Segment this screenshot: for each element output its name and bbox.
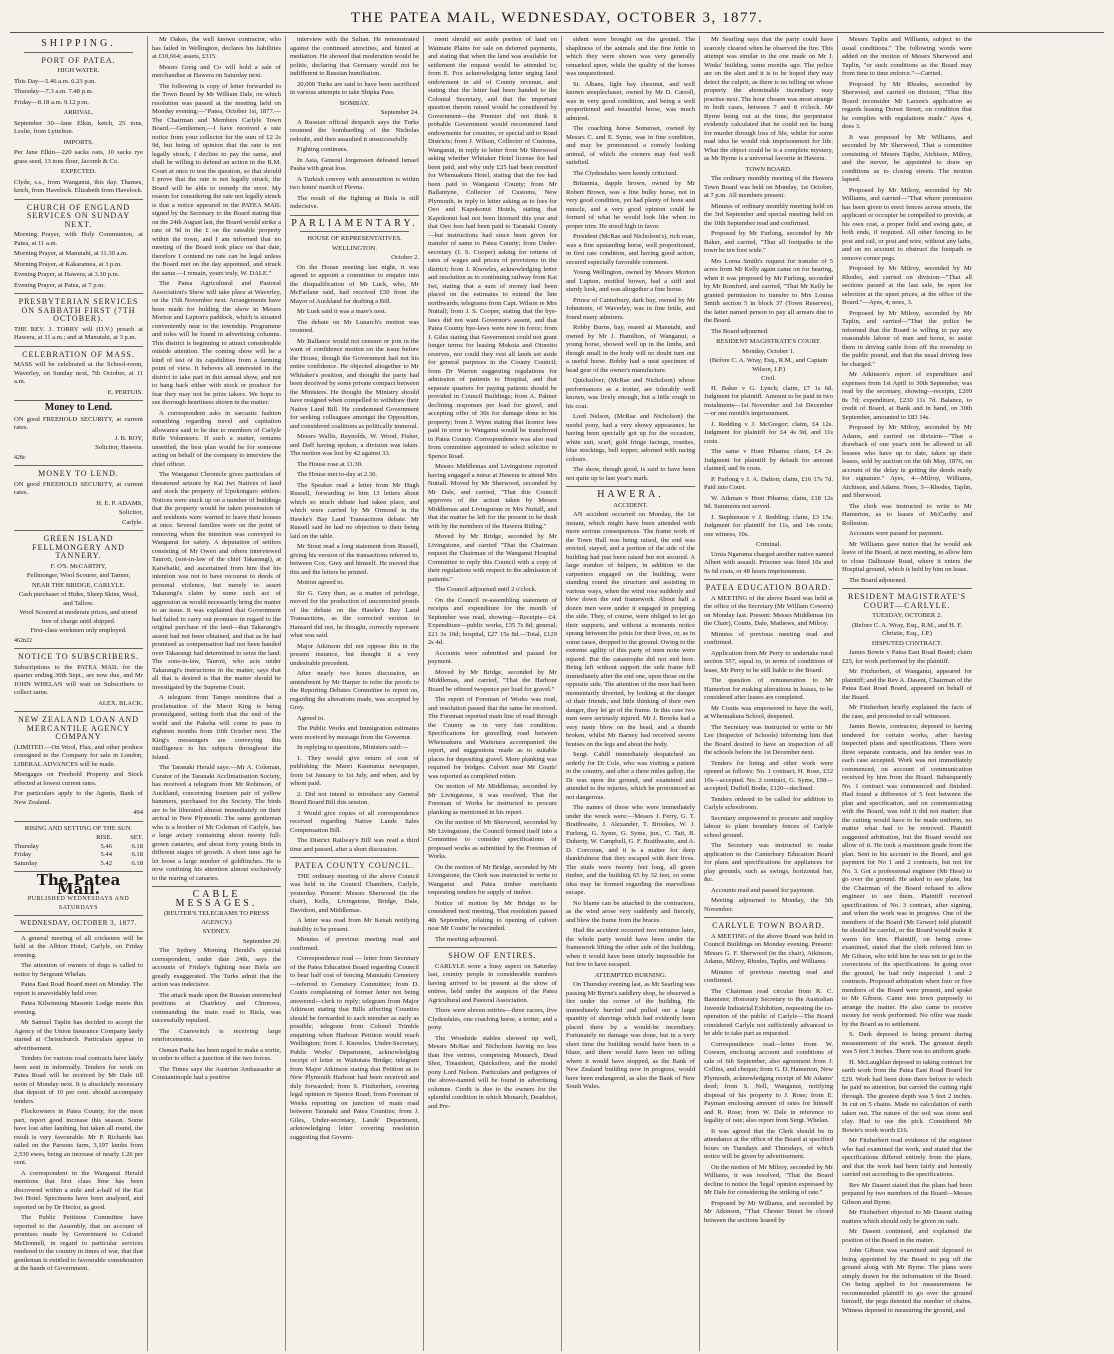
cable-news-cont	[290, 36, 419, 98]
bombay-heading: BOMBAY.	[339, 99, 370, 107]
news-paragraph: A correspondent in the Wanganui Herald mentions that first class lime has been discovered within a mile and a-half of the Kai Iwi Hotel. Specimens have been analysed, and reported on by Dr Hector, as good.	[14, 1169, 143, 1211]
high-water-line: This Day—5.46 a.m. 6.23 p.m.	[14, 77, 97, 85]
news-paragraph: Proposed by Mr Milroy, seconded by Mr Adams, and carried on division—"That a drawback of one year's rent be allowed to all lessees who have up to date, taken up their leases, sold by auction on the 6th May, 1876, on account of the delay in getting the deeds ready for signature." Ayes, 4—Milroy, Williams, Atchison, and Adams. Noes, 3—Rhodes, Taplin, and Sherwood.	[842, 424, 972, 499]
news-paragraph: In Asia, General Jorgenssen defeated Ismael Pasha with great loss.	[290, 156, 419, 172]
divider	[566, 486, 695, 487]
advert-ref: 494	[133, 809, 143, 816]
news-paragraph: A MEETING of the above Board was held in Council Buildings on Monday evening. Present: Messrs G. F. Sherwood (in the chair), Atkinson, Adams, Milroy, Rhodes, Taplin, and Williams.	[704, 932, 833, 965]
sydney-date: September 29.	[242, 937, 281, 945]
local-news-cont	[152, 36, 281, 883]
sun-table-cell: 6.18	[131, 859, 143, 867]
bombay-date: September 24.	[380, 109, 419, 116]
news-paragraph: P. Furlong v J. A. Dalton; claim, £16 17s 7d. Paid into Court.	[704, 475, 833, 491]
news-paragraph: Motion agreed to.	[297, 579, 345, 586]
mass-signature: E. PERTUIS.	[107, 388, 143, 396]
town-board-news	[704, 175, 833, 336]
divider	[14, 915, 143, 916]
news-paragraph: 20,000 Turks are said to have been sacrificed in various attempts to take Shipka Pass.	[290, 80, 419, 96]
news-paragraph: The Wanganui Chronicle gives particulars of threatened seizure by Kai Iwi Natives of land and stock the property of Upokongaro settlers. Notices were stuck up on a number of buildings that the property would be taken possession of and residents were warned to leave their houses at once. Several families were on the point of removing when the intention was conveyed to Wanganui for safety. A deputation of settlers consisting of Mr Owen and others interviewed Tauroti, (son-in-law of the chief Takarangi), at Kaiwhaiki, and ascertained from him that his intention was not to have recourse to deeds of personal violence, but merely to assert Takarangi's claim by some such act of aggression as would necessarily bring the matter to an issue. It was explained that Government had failed to carry out promises in regard to the original purchase of the land—that Takarangi's assent had not been obtained, and that as he had promised as compensation had not been handed over Takarangi had determined to seize the land. The sons-in-law, Tauroti, who acts under Takarangi's instructions in the matter, says that all that is desired is that the matter should be investigated by the Supreme Court.	[152, 471, 281, 691]
money-to-lend-signature-2: Solicitor,	[118, 509, 143, 516]
news-paragraph: 3 Would give copies of all correspondence received regarding Native Lands Sales Compensation Bill.	[290, 809, 419, 834]
shipping-heading: SHIPPING.	[41, 38, 116, 49]
accident-heading: ACCIDENT.	[613, 501, 648, 509]
news-paragraph: Accounts read and passed for payment.	[711, 886, 815, 894]
advert-ref: 428c	[14, 454, 26, 461]
divider	[14, 530, 143, 531]
news-paragraph: Mr Dasent continued, and explained the position of the Board in the matter.	[842, 1228, 972, 1244]
money-to-lend-text: ON good FREEHOLD SECURITY, at current rates.	[14, 415, 143, 431]
bombay-news	[290, 119, 419, 212]
mass-text: MASS will be celebrated at the School-room, Waverley, on Sunday next, 7th October, at 11 a.m.	[14, 361, 143, 385]
paper-date: WEDNESDAY, OCTOBER 3, 1877.	[20, 919, 137, 927]
news-paragraph: The Clydesdales were keenly criticised.	[573, 169, 678, 177]
news-paragraph: Accounts were passed for payment.	[849, 530, 943, 537]
news-paragraph: On the Council re-assembling statement of receipts and expenditure for the month of September was read, showing:—Receipts—£4. Expenditure—public works, £35 7s 8d; general, £21 3s 10d; hospital, £27 15s 8d.—Total, £129 2s 4d.	[428, 596, 557, 646]
news-paragraph: Mr Coutts was empowered to have the well, at Whenuakura School, deepened.	[704, 704, 833, 720]
news-paragraph: Minutes of ordinary monthly meeting held on the 3rd September and special meeting held on the 10th September read and confirmed.	[704, 202, 833, 227]
news-paragraph: Mr Stout read a long statement from Russell, giving his version of the transactions referred to, between Cox, Grey and himself. He moved that this and the letters be printed.	[290, 543, 419, 576]
sun-table-row	[14, 851, 143, 860]
burning-news-cont	[704, 36, 833, 164]
paper-subtitle: PUBLISHED WEDNESDAYS AND SATURDAYS	[27, 896, 130, 911]
news-paragraph: Had the accident occurred two minutes later, the whole party would have been under the framework lifting the other side of the building, when it would have been utterly impossible for but few to have escaped.	[566, 927, 695, 968]
news-paragraph: The Speaker read a letter from Mr Hugh Russell, forwarding to him 13 letters about which so much debate had taken place, and which were carried by Mr Ormond in the Hawke's Bay Land Transactions debate. Mr Russell said he had no objection to their being laid on the table.	[290, 481, 419, 540]
rm-court-carlyle-before: (Before C. A. Wray, Esq., R.M., and H. F. Christie, Esq., J.P.)	[851, 621, 962, 637]
news-paragraph: Proposed by Mr Milroy, seconded by Mr Taplin, and carried—"That the police be informed that the Board is willing to pay any reasonable labour of man and horse, to assist them in driving cattle from off the township to the public pound, and that the usual driving fees be charged."	[842, 309, 972, 368]
divider	[14, 931, 143, 932]
sun-heading: RISING AND SETTING OF THE SUN.	[24, 824, 133, 832]
news-paragraph: Robby Burns, bay, reared at Manutahi, and owned by Mr J. Hamilton, of Wanganui, a young horse, showed well up in the limbs, and though small in the body will no doubt turn out a useful horse. Bobby had a neat specimen of head gear of the owner's manufacture.	[566, 324, 695, 374]
news-paragraph: Accounts were submitted and passed for payment.	[428, 649, 557, 665]
county-council-cont	[428, 36, 557, 944]
news-paragraph: The House rose at 11.30.	[297, 460, 363, 468]
news-paragraph: Osman Pasha has been urged to make a sortie, in order to effect a junction of the two forces.	[152, 1046, 282, 1062]
show-of-entires-heading: SHOW OF ENTIRES.	[448, 951, 537, 960]
news-paragraph: Rev Mr Dasent stated that the plans had been prepared by two members of the Board—Messrs Gibson and Byrne.	[842, 1181, 972, 1206]
news-paragraph: CARLYLE wore a busy aspect on Saturday last, country people in considerable numbers having arrived to be present at the show of entires, held under the auspices of the Patea Agricultural and Pastoral Association.	[428, 962, 557, 1004]
church-line: Morning Prayer, with Holy Communion, at Patea, at 11 a.m.	[14, 231, 143, 247]
high-water-heading: HIGH WATER.	[57, 67, 100, 74]
news-paragraph: Application from Mr Perry to undertake rural section 557, equal to, in terms of conditions of lease, Mr Perry to be still liable to the Board.	[704, 649, 833, 674]
news-paragraph: 1. They would give return of cost of publishing the Maori Kaumatua newspaper, from 1st January to 1st July, and when, and by whom paid.	[290, 754, 419, 787]
divider	[14, 199, 143, 200]
loan-agency-text: For particulars apply to the Agents, Bank of New Zealand.	[14, 790, 143, 806]
sun-table-cell: Thursday	[14, 842, 39, 850]
news-paragraph: The attention of owners of dogs is called to notice by Sergeant Whelan.	[14, 962, 143, 978]
news-paragraph: J. Stephenson v J. Redding; claim, £3 15s. Judgment for plaintiff for 11s, and 14s costs; one witness, 10s.	[704, 513, 833, 538]
church-heading: CHURCH OF ENGLAND SERVICES ON SUNDAY NEXT.	[26, 202, 131, 229]
money-to-lend-signature-2: Carlyle.	[121, 518, 143, 526]
news-paragraph: On the motion of Mr Bridge, seconded by Mr Livingstone, the Clerk was instructed to write to Wanganui and Patea timber merchants requesting tenders for supply of timber.	[428, 863, 557, 896]
divider	[14, 400, 143, 401]
news-paragraph: Quicksilver, (McRae and Nicholson) whose performances as a trotter, are tolerably well known, was lively enough, but a little rough in his coat.	[566, 377, 695, 410]
news-paragraph: 2. Did not intend to introduce any General Board Board Bill this session.	[290, 790, 419, 806]
civil-heading: Civil.	[761, 375, 776, 382]
news-paragraph: James Bowie v Patea East Road Board; claim £25, for work performed by the plaintiff.	[842, 649, 972, 665]
news-paragraph: The Board adjourned.	[711, 327, 769, 335]
sun-table-cell: Friday	[14, 851, 32, 858]
loan-agency-text: Mortgages on Freehold Property and Stock effected at lowest current rates.	[14, 771, 143, 787]
sun-table-header	[14, 834, 143, 843]
imports-heading: IMPORTS.	[63, 138, 94, 146]
rm-court-carlyle-date: TUESDAY, OCTOBER 2.	[872, 612, 942, 619]
news-paragraph: Mr Fitzherbert read evidence of the engineer who had examined the work, and stated that the specifications differed entirely from the plans, and that the work had been fairly and honestly carried out according to the specifications.	[842, 1137, 972, 1178]
rm-court-heading: RESIDENT MAGISTRATE'S COURT.	[716, 338, 821, 345]
news-paragraph: After nearly two hours discussion, an amendment by Mr Harper to refer the proofs to the Reporting Debates Committee to report on, regarding the alterations made, was accepted by Grey.	[290, 670, 419, 711]
rm-court-date: Monday, October 1.	[742, 347, 795, 355]
news-paragraph: Messrs Taplin and Williams, subject to the usual conditions." The following words were added on the motion of Messrs Sherwood and Taplin, "or such conditions as the Board may from time to time enforce."—Carried.	[842, 36, 972, 77]
sun-table-cell	[14, 834, 74, 843]
fellmongery-place: NEAR THE BRIDGE, CARLYLE.	[31, 581, 126, 589]
news-paragraph: Proposed by Mr Milroy, seconded by Mr Rhodes, and carried on division—"That all sections passed at the last sale, be open for selection at the upset prices, at the office of the Board."—Ayes, 4; noes, 3.	[842, 265, 972, 306]
news-paragraph: Patea East Road Board meet on Monday. The report is unavoidably held over.	[14, 981, 143, 997]
news-paragraph: In replying to questions, Ministers said:—	[297, 744, 409, 751]
news-paragraph: The Woodside stables showed up well, Messrs McRae and Nicholson having no less than five entries, comprising Monarch, Dead Shot, Treasident, Quicksilver, and the model pony Lord Nelson. Particulars and pedigrees of the above-named will be found in advertising columns. Credit is due to the owners for the splendid condition in which Monarch, Deadshot, and Pre-	[428, 1034, 557, 1110]
sun-table-row	[14, 860, 143, 869]
news-paragraph: Correspondence read—letter from W. Cowern, enclosing account and conditions of sale of 6th September, also agreement from J. Collins, and cheque; from G. D. Hamerton, New Plymouth, acknowledging receipt of Mr Adams' deed; from S. Nell, Wanganui, notifying disposal of his property to J. Rose; from E. Payman enclosing amount of rates for himself and R. Rose; from W. Dale in reference to legality of rate; also report from Sergt. Whelan.	[704, 1040, 833, 1124]
news-paragraph: THE ordinary meeting of the above Council was held in the Council Chambers, Carlyle, yesterday. Present: Messrs Sherwood (in the chair), Kells, Livingstone, Bridge, Dale, Davidson, and Middlemas.	[290, 872, 419, 914]
news-paragraph: On the motion of Mr Sherwood, seconded by Mr Livingstone, the Council formed itself into a Committee to consider specifications of proposed works as submitted by the Foreman of Works.	[428, 819, 557, 860]
news-paragraph: Messrs Greig and Co will hold a sale of merchandise at Hawera on Saturday next.	[152, 63, 281, 79]
news-paragraph: The District Railway's Bill was read a third time and passed, after a short discussion.	[290, 837, 419, 853]
fellmongery-name: F. O'S. McCARTHY,	[50, 562, 107, 570]
news-paragraph: James Bowie, contractor, deposed to having tendered for certain works, after having inspected plans and specifications. There were three separate contracts, and his tender was in each case accepted. Work was not immediately commenced, on account of communication received by him from the Board. Subsequently No. 1 contract was commenced and finished. Had found a difference of 5 feet between the plan and specification, and on communicating with the Board, was told it did not matter; that the cutting would have to be made uniform, no matter what had to be removed. Plaintiff suggested arbitration, but the Board would not allow of it. He took a maximum grade from the plan. Sent in his account to the Board, and got payment for No 1 and 2 contracts, but not for No. 3. Got a professional engineer (Mr Hess) to go over the ground. He asked to see plans, but the Chairman of the Board refused to allow engineer to see them. Plaintiff received specifications of No. 3 contract, after signing, and when the work was in progress. One of the members of the Board (Mr Gower) told plaintiff he should be careful, or the Board would make it warm for him. Plaintiff, on being cross-examined, stated that the clerk referred him to Mr Gibson, who told him he was not to go to the corrections of the specifications. In going over the ground, he had only inspected 1 and 2 contracts. Proposed arbitration when four or five members of the Board were present, and spoke to Mr Gibson. Came into town purposely to arrange the matter. He also came to receive money for work performed. No offer was made by the Board as to settlement.	[842, 723, 972, 1028]
presbyterian-heading: PRESBYTERIAN SERVICES ON SABBATH FIRST (7TH OCTOBER).	[18, 297, 139, 323]
divider	[704, 917, 833, 918]
news-paragraph: Mr Lusk said it was a mare's nest.	[297, 308, 387, 315]
news-paragraph: Moved by Mr Bridge, seconded by Mr Middlemas, and carried, "That the Harbour Board be offered twopence per load for gravel."	[428, 668, 557, 693]
masthead: THE PATEA MAIL, WEDNESDAY, OCTOBER 3, 1877.	[10, 4, 1104, 33]
news-paragraph: The Secretary was instructed to write to Mr Lee (Inspector of Schools) informing him that the Board desired to have an inspection of all the schools before the 1st December next.	[704, 723, 833, 756]
news-paragraph: The Times says the Austrian Ambassador at Constantinople had a positive	[152, 1065, 281, 1081]
house-heading: HOUSE OF REPRESENTATIVES.	[307, 235, 402, 242]
news-paragraph: The Council adjourned until 2 o'clock.	[435, 586, 537, 593]
divider	[14, 293, 143, 294]
criminal-cases	[704, 551, 833, 577]
paper-title: The Patea Mail.	[36, 871, 121, 898]
divider	[842, 588, 972, 589]
news-paragraph: Correspondence read — letter from Secretary of the Patea Education Board regarding Council to bear half cost of fencing Manutahi Cemetery—referred to Cemetery Committee; from D. Coutts complaining of former letter not being answered—clerk to reply; telegram from Major Atkinson stating that Bills affecting Counties should be forwarded to each member as early as possible; telegram from Colonel Trimble enquiring when Harbour Petition would reach Wellington; from J. Knowles, Under-Secretary, Public Works' Department, acknowledging receipt of letter re Waitotara Bridge; telegram from Major Atkinson stating that Petition as to New Plymouth Harbour had been received and duly forwarded; from S. Fitzherbert, covering legal opinion re Spence Road; from Foreman of Works reporting on junction of main road between Taranaki and Patea Counties; from J. Giles, Under-secretary, Lands' Department, acknowledging letter covering resolution suggesting that Govern-	[290, 955, 419, 1141]
education-board-heading: PATEA EDUCATION BOARD.	[705, 583, 832, 592]
news-paragraph: On motion of Mr Middlemas, seconded by Mr Livingstone, it was resolved, That the Foreman of Works be instructed to procure planking as mentioned in his report.	[428, 783, 557, 816]
disputed-contract-heading: DISPUTED CONTRACT.	[871, 639, 943, 647]
news-paragraph: There were eleven entries—three racers, five Clydesdales, one coaching horse, a trotter, and a pony.	[428, 1007, 557, 1031]
arrival-text: September 30—Jane Elkin, ketch, 25 tons, Leslie, from Lyttelton.	[14, 119, 143, 135]
news-paragraph: Tenders for various road contracts have lately been sent in informally. Tenders for work on Patea Road will be received by Mr Dale till noon of Monday next. It is absolutely necessary that deposit of 10 per cent. should accompany tenders.	[14, 1055, 143, 1105]
news-paragraph: It was proposed by Mr Williams, and seconded by Mr Sherwood, That a committee consisting of Messrs Taplin, Atchison, Milroy, and the mover, be appointed to draw up conditions as to closing streets. The motion lapsed.	[842, 133, 972, 183]
news-paragraph: Agreed to.	[297, 714, 325, 722]
money-to-lend-signature: Solicitor, Hawera.	[95, 444, 143, 451]
news-paragraph: A Turkish convoy with ammunition is within two hours' march of Plevna.	[290, 175, 419, 191]
loan-agency-text: (LIMITED.—On Wool, Flax, and other produce consigned to the Company for sale in London, LIBERAL ADVANCES will be made.	[14, 743, 143, 768]
sun-table-cell: 5.42	[100, 859, 113, 867]
hawera-heading: HAWERA.	[597, 489, 664, 500]
column-1	[10, 36, 148, 1351]
news-paragraph: Mr Searling says that the party could have scarcely cleared when he observed the fire. This attempt was similar to the one made on Mr J. Winks' building, some months ago. The police are on the alert and it is to be hoped they may detect the culprit, as there is no telling on whose property the abominable incendiary may practise next. The hour chosen was most strange in both cases, between 7 and 8 o'clock. Mr Byrne being out at the time, the perpetrator evidently calculated that he could not be hung for murder through loss of life, whilst for some mad idea he would risk imprisonment for life. What the object could be is a complete mystery, as Mr Byrne is a universal favorite in Hawera.	[704, 36, 833, 162]
news-paragraph: The House met to-day at 2.30.	[297, 471, 378, 478]
news-paragraph: On the motion of Mr Milroy, seconded by Mr Williams, it was resolved, "That the Board decline to notice the 'legal' opinion expressed by Mr Dale for considering the striking of rate."	[704, 1163, 833, 1196]
news-paragraph: St. Albans, light bay chestnut, and well known steeplechaser, owned by Mr D. Carroll, was in very good condition, and being a well proportioned and beautiful horse, was much admired.	[566, 80, 695, 122]
news-paragraph: Secretary empowered to procure and employ labour to plant boundary fences of Carlyle school ground.	[704, 814, 833, 839]
county-council-heading: PATEA COUNTY COUNCIL.	[294, 861, 415, 870]
news-paragraph: Prince of Canterbury, dark bay, owned by Mr Johnstone, of Waverley, was in fine fettle, and found many admirers.	[566, 296, 695, 321]
news-paragraph: The debate on Mr Lunarch's motion was resumed.	[290, 318, 419, 334]
news-paragraph: J. Redding v J. McGregor; claim, £4 12s. Judgment for plaintiff for £4 4s 9d, and 11s costs.	[704, 420, 833, 445]
news-paragraph: The Public Works and Immigration estimates were received by message from the Governor.	[290, 725, 419, 741]
high-water-line: Thursday—7.3 a.m. 7.48 p.m.	[14, 88, 94, 95]
news-paragraph: The Public Petitions Committee have reported to the Assembly, that on account of promises made by Government to Colonel McDonnell, in regard to particular services rendered to the country in times of war, that that gentleman is entitled to favourable consideration at the hands of Government.	[14, 1214, 143, 1272]
burning-news	[566, 981, 695, 1092]
divider	[14, 711, 143, 712]
sydney-heading: SYDNEY.	[202, 928, 231, 935]
news-paragraph: Mrs Lorna Smith's request for transfer of 5 acres from Mr Kelly again came on for hearing, when it was proposed by Mr Furlong, seconded by Mr Romford, and carried, "That Mr Kelly be granted permission to transfer to Mrs Louisa Smith section 5 in block 37 (Town Reserves), the latter named person to pay all arrears due to the Board.	[704, 257, 833, 324]
news-paragraph: Mr Atkinson's report of expenditure and expenses from 1st April to 30th September, was read by the secretary, showing—receipts, £209 8s 7d; expenditure, £230 11s 7d. Balance, to credit of Board, at Bank and in hand, on 30th September, amounted to £83 14s.	[842, 371, 972, 421]
divider	[14, 821, 143, 822]
expected-heading: EXPECTED.	[60, 168, 97, 175]
news-paragraph: Tenders for lining and other work were opened as follows: No. 1 contract, H. Rose, £32 10s—accepted. No. 2 contract, G. Syme, £98—accepted; Duffell Bodie, £120—declined.	[704, 759, 833, 792]
wellington-heading: WELLINGTON.	[331, 244, 378, 252]
news-paragraph: The result of the fighting at Biela is still indecisive.	[290, 194, 419, 210]
presbyterian-text: THE REV. J. TORRY will (D.V.) preach at Hawera, at 11 a.m.; and at Manutahi, at 3 p.m.	[14, 325, 143, 341]
news-paragraph: A MEETING of the above Board was held at the office of the Secretary (Mr William Cowern) on Monday last. Present: Messrs Middlemas (in the Chair), Coutts, Dale, Mathews, and Milroy.	[704, 594, 833, 627]
news-paragraph: A telegram from Tampo mentions that a proclamation of the Maori King is being promulgated, setting forth that the end of the world and the Pakeha will come to pass in eighteen months from 10th October next. The King's messengers are conveying this intelligence to his subjects throughout the Island.	[152, 694, 281, 761]
wellington-date: October 2.	[391, 254, 419, 261]
news-paragraph: Fighting continues.	[297, 146, 348, 153]
divider	[428, 947, 557, 948]
sun-table-cell: 6.18	[131, 842, 143, 850]
news-paragraph: The meeting adjourned.	[435, 935, 498, 943]
divider	[24, 52, 133, 53]
news-paragraph: The coaching horse Somerset, owned by Messrs C. and E. Syme, was in fine condition, and may be pronounced a comely looking animal, of which the owners may feel well satisfied.	[566, 125, 695, 166]
divider	[152, 886, 281, 887]
columns	[10, 36, 1104, 1351]
loan-agency-heading: NEW ZEALAND LOAN AND MERCANTILE AGENCY COMPANY	[18, 715, 139, 741]
news-paragraph: Mr Ballance would not censure or join in the want of confidence motion on the issue before the House, though the Government had not his entire confidence. He objected altogether to Mr Whitaker's position, and thought the party had been deceived by some private compact between the Ministers. He thought the Ministry should have resigned when compelled to withdraw their Native Land Bill. He condemned Government for seeking colleagues amongst the Opposition, and considered coalitions as politically immoral.	[290, 337, 419, 430]
fellmongery-body: First-class workmen only employed.	[30, 627, 127, 634]
news-paragraph: No blame can be attached to the contractors, as the wind arose very suddenly and fiercely, and blew the frame from the braces.	[566, 899, 695, 924]
cable-subheading: (REUTER'S TELEGRAMS TO PRESS AGENCY.)	[163, 910, 270, 926]
money-to-lend-heading: Money to Lend.	[44, 402, 113, 413]
carlyle-board-cont	[842, 36, 972, 585]
money-to-lend-text-2: ON good FREEHOLD SECURITY, at current rates.	[14, 480, 143, 496]
county-council-news	[290, 873, 419, 1143]
news-paragraph: The Patea Agricultural and Pastoral Association's Show will take place at Waverley, on the 15th November next. Arrangements have been made for holding the show in Messrs Morton and Lupton's paddock, which is situated conveniently near to the township. Programme and rules will be found in advertising columns. This district is beginning to attract considerable outside attention. The coming show will be a kind of test of its capabilities from a farming point of view. It behoves all interested in the district to take part in this annual show, and not to hang back either with stock or produce for fear they may not be prize takers. We hope to see thorough heartiness shown in the matter.	[152, 280, 281, 406]
column-3	[286, 36, 424, 1351]
cable-news	[152, 992, 281, 1083]
news-paragraph: Mr Fitzherbert, of Wanganui, appeared for plaintiff; and the Rev A. Dasent, Chairman of the Patea East Road Board, appeared on behalf of the Board.	[842, 668, 972, 701]
news-paragraph: Mr Williams gave notice that he would ask leave of the Board, at next meeting, to allow him to close Dalhousie Road, where it enters the Hospital ground, which is held by him on lease.	[842, 540, 972, 573]
education-board-news	[704, 595, 833, 915]
news-paragraph: Patea Kilwinning Masonic Lodge meets this evening.	[14, 1000, 143, 1016]
news-paragraph: Flockowners in Patea County, for the most part, report good increase this season. Some have lost after lambing, but taken all round, the result is very favourable. Mr P. Richards has tailed on the Parsons farm, 3,197 lambs from 2,530 ewes, being an increase of nearly 1.26 per cent.	[14, 1108, 143, 1166]
church-line: Morning Prayer, at Kakaramea, at 3 p.m.	[14, 260, 122, 268]
accident-news	[566, 511, 695, 970]
sun-table-cell: 6.18	[131, 851, 143, 858]
news-paragraph: Moved by Mr Bridge, seconded by Mr Livingstone, and carried "That the Chairman request the Chairman of the Wanganui Hospital Committee to reply this Council with a copy of their regulations with respect to the admission of patients."	[428, 533, 557, 583]
news-paragraph: Minutes of previous meeting read and confirmed.	[704, 968, 833, 984]
divider	[14, 346, 143, 347]
fellmongery-trade: Fellmonger, Wool Scourer, and Tanner,	[26, 572, 131, 579]
news-paragraph: ment should set aside portion of land on Waimate Plains for sale on deferred payments, and stating that when the land was available for settlement the request would be attended to; from E. Fox acknowledging letter urging land endowment in aid of County revenue, and stating that the letter had been handed to the Colonial Secretary, and that the important question therein raised would be considered by Government—the Premier did not think it probable Government would recommend land endowments for counties, or special aid to Road Districts; from J. Wilson, Collector of Customs, Wanganui, in reply to letter from Mr Sherwood asking whether Whitaker Hotel license fee had been paid, and why only £25 had been remitted for Whenuakura Hotel, stating that the fee had been paid to Wanganui County; from Mr Ballantyne, Collector of Customs, New Plymouth, in reply to letter asking as to fees for Oeo and Kapokonui Hotels, stating that Kapokonui had not been licensed this year and that Oeo fees had been paid to Taranaki County—but instructions had since been given for transfer of same to Patea County; from Under-secretary (J. S. Cooper) asking for returns of rates of wages and prices of provisions in the district; from J. Knowles, acknowledging letter and resolution as to continuing railway from Kai Iwi, stating that a sum of money had been placed on the estimates to extend the line northwards; telegrams from Capt. Wilson re Mrs Nuttall; from J. S. Cooper, stating that the bye-laws did not want Governor's assent, and that Patea County bye-laws were now in force; from J. Giles stating that Government could not grant longer terms for leasing Mokoia and Otoreito reserves, nor could they vest all lands set aside for general purposes in the County Council; from Dr Warren suggesting regulations for admission of patients to Hospital, and that separate quarters for paying patients should be provided in Council Buildings; from A. Palmer declining responses per load for gravel, and accepting offer of 30s for damage done to his property; from J. Wynn stating that licence fees paid in error to Wanganui would be transferred to Patea County. Correspondence was also read from committee appointed to select solicitor re Spence Road.	[428, 36, 557, 460]
news-paragraph: Urnia Ngaruma charged another native named Albert with assault. Prisoner was fined 10s and 9s 6d costs, or 48 hours imprisonment.	[704, 550, 833, 575]
sun-table-cell: SET.	[130, 834, 143, 841]
divider	[704, 579, 833, 580]
news-paragraph: Sir G. Grey then, as a matter of privilege, moved for the production of uncorrected proofs of the debate on the Hawke's Bay Land Transactions, as the corrected version in Hansard did not, he thought, correctly represent what was said.	[290, 589, 419, 639]
news-paragraph: The Board adjourned.	[849, 576, 907, 584]
news-paragraph: A Russian official despatch says the Turks resumed the bombarding of the Nicholas redoubt, and then assaulted it unsuccessfully.	[290, 118, 419, 143]
news-paragraph: Proposed by Mr Milroy, seconded by Mr Williams, and carried—"That where permission has been given to erect fences across streets, the applicant or occupier be compelled to provide, at his own cost, a proper field and swing gate, at both ends, if required. All other fencing to be post and rail, or post and wire, without any laths, and on no account to obstruct the footpath or remove corner pegs.	[842, 186, 972, 262]
imports-text: Per Jane Elkin—220 sacks oats, 10 sacks rye grass seed, 13 tons flour, Jacomb & Co.	[14, 149, 143, 165]
news-paragraph: The report of Foreman of Works was read, and resolution passed that the same be received. The Foreman reported main line of road through the County as in very fair condition. Specifications for gravelling road between Whenuakura and Waitotara accompanied the report, and suggestions made as to suitable places for depositing gravel. More planking was required for bridges. Culvert near Mr Coutts' was reported as completed rotten.	[428, 696, 557, 780]
money-to-lend-heading-2: MONEY TO LEND.	[38, 469, 119, 478]
cable-heading: CABLE MESSAGES.	[175, 889, 258, 909]
fellmongery-heading: GREEN ISLAND FELLMONGERY AND TANNERY.	[32, 534, 125, 560]
civil-cases	[704, 385, 833, 540]
local-news	[14, 935, 143, 1274]
show-news	[428, 963, 557, 1112]
sun-table	[14, 834, 143, 868]
news-paragraph: The Sydney Morning Herald's special correspondent, under date 24th, says the accounts of Friday's fighting near Biela are greatly exaggerated. The Turks admit that the action was indecisive.	[152, 947, 281, 988]
sun-table-cell: Saturday	[14, 859, 38, 867]
news-paragraph: The following is copy of letter forwarded to the Town Board by Mr William Dale, on which resolution was passed at the meeting held on Monday evening:—"Patea, October 1st, 1877.—The Chairman and Members Carlyle Town Board.—Gentlemen,—I have received a rate notice from your collector for the sum of £2 2s 9d, but being of opinion that the rate is not legally struck, I decline to pay the same, and shall be willing to defend an action in the R.M. Court at once to test the question, so that should I prove that the rate is not legally struck, the Board will be able to remedy the error. My reason for considering the rate not legally struck is that a notice appeared in the PATEA MAIL signed by the Secretary to the Board stating that on the 24th August last, the Board would strike a rate of 9d in the £ on the rateable property within the town, and I am informed that no meeting of the Board took place on that date, therefore I contend no rate can be legal unless the Board met on the day appointed, and struck the same.—I remain, yours truly, W. DALE."	[152, 82, 281, 277]
burning-heading: ATTEMPTED BURNING.	[594, 971, 667, 979]
sun-table-cell: 5.44	[100, 851, 113, 858]
news-paragraph: Britannia, dapple brown, owned by Mr Robert Brown, was a fine bulky horse, not in very good condition, yet had plenty of bone and muscle, and a very good opinion could be formed of what he would look like when in proper trim. He stood high in favor.	[566, 180, 695, 230]
news-paragraph: Tenders ordered to be called for addition to Carlyle schoolroom.	[704, 795, 833, 811]
news-paragraph: On the House meeting last night, it was agreed to appoint a committee to enquire into the disqualification of Mr Luck, who, Mr McFarlane said, had received £50 from the Mayor of Auckland for drafting a Bill.	[290, 263, 419, 305]
carlyle-board-heading: CARLYLE TOWN BOARD.	[712, 921, 825, 930]
parliament-news	[290, 264, 419, 855]
divider	[300, 231, 409, 232]
news-paragraph: The names of those who were immediately under the wreck were:—Messrs J. Ferry, G. T. Braithwaite, J. Alexander, T. Brookes, W. J. Furlong, G. Syme, G. Syme, jun., C. Tait, B. Doherty, W. Campbell, G. F. Braithwaite, and A. D. Corcoran, and it is a matter for deep thankfulness that they escaped with their lives. The studs were twenty feet long, all green timber, and the building 65 by 32 feet, so some idea may be formed regarding the marvellous escape.	[566, 804, 695, 896]
subscribers-signature: ALEX. BLACK.	[98, 699, 143, 707]
divider	[290, 857, 419, 858]
news-paragraph: The Taranaki Herald says:—Mr A. Coleman, Curator of the Taranaki Acclimatisation Society, has received a telegram from Mr Robinson, of Auckland, concerning fourteen pair of yellow hammers, purchased for the Society. The birds are to be liberated almost immediately on their arrival in New Plymouth. The same gentleman who is a brother of Mr Coleman of Carlyle, has a large aviary containing about twenty full-grown canaries, and about forty young birds in different stages of growth. A short time ago he let loose a large number of goldfinches. He is now confining his attention almost exclusively to the rearing of canaries.	[152, 764, 281, 882]
sun-table-cell: RISE.	[96, 834, 113, 841]
news-paragraph: H. McLaughlan deposed to taking contract for earth work from the Patea East Road Board for £29. Work had been done there before to which he paid no attention, but carried the cutting right through. The greatest depth was 5 feet 2 inches. In cut on 5 chains. Made no calculation of earth taken out. The nature of the soil was stone and clay. Had to use the pick. Considered Mr Bowie's work worth £16.	[842, 1058, 972, 1134]
news-paragraph: sident were brought on the ground. The shapliness of the animals and the fine fettle in which they were shown was very generally remarked upon, while the quality of the horses was unquestioned.	[566, 36, 695, 77]
news-paragraph: It was agreed that the Clerk should be in attendance at the office of the Board at specified hours on Tuesdays and Thursdays, of which notice will be given by advertisement.	[704, 1127, 833, 1160]
divider	[290, 215, 419, 216]
sun-table-cell: 5.46	[100, 842, 113, 850]
news-paragraph: Mr Fitzherbert objected to Mr Dasent stating matters which should only be given on oath.	[842, 1209, 972, 1225]
rm-court-carlyle-heading: RESIDENT MAGISTRATE'S COURT—CARLYLE.	[847, 592, 967, 610]
news-paragraph: The question of remuneration to Mr Hamerton for making alterations in leases, to be considered after leases are completed.	[704, 677, 833, 701]
column-7	[838, 36, 976, 1351]
port-heading: PORT OF PATEA.	[41, 55, 116, 65]
news-paragraph: The Chairman read circular from R. C. Bannister, Honorary Secretary to the Australian Juvenile Industrial Exhibition, requesting the co-operation of the public of Carlyle—The Board considered Carlyle not sufficiently advanced to be able to take part as requested.	[704, 987, 833, 1037]
news-paragraph: Messrs Wallis, Reynolds, W. Wood, Fisher, and Daff having spoken, a division was taken. The motion was lost by 42 against 33.	[290, 433, 419, 457]
expected-text: Clyde, s.s., from Wanganui, this day. Thames, ketch, from Havelock. Elizabeth from Havelock.	[14, 178, 143, 194]
divider	[14, 648, 143, 649]
news-paragraph: Messrs Middlemas and Livingstone reported having engaged a nurse at Hawera to attend Mrs Nuttall. Moved by Mr Sherwood, seconded by Mr Dale, and carried, "That this Council approves of the action taken by Messrs Middlemas and Livingstone re Mrs Nuttall, and that the matter be left for the present to be dealt with by the members of the Hawera Riding."	[428, 463, 557, 530]
news-paragraph: John Gibson was examined and deposed to being appointed by the Board to peg off the ground along with Mr Byrne. The plans were simply drawn for the information of the Board. On being applied to for measurements he recommended plaintiff to go over the ground himself, the pegs denoted the number of chains. Witness deposed to measuring the ground, and	[842, 1247, 972, 1314]
news-paragraph: Young Wellington, owned by Messrs Morton and Lupton, mottled brown, had a stiff and sturdy look, and was altogether a fine horse.	[566, 269, 695, 293]
news-paragraph: interview with the Sultan. He remonstrated against the continued atrocities, and hinted at mediation. He showed that moderation would be politic, declaring that Germany would not be indifferent to Russian humiliation.	[290, 36, 419, 77]
church-line: Evening Prayer, at Patea, at 7 p.m.	[14, 281, 105, 289]
divider	[14, 465, 143, 466]
column-2	[148, 36, 286, 1351]
news-paragraph: The same v Honi Pihama; claim, £4 2s. Judgment for plaintiff by default for amount claimed, and 9s costs.	[704, 448, 833, 472]
advert-ref: 462n22	[14, 637, 32, 644]
carlyle-board-news	[704, 933, 833, 1226]
news-paragraph: Mr Samuel Taplin has decided to accept the Agency of the Union Insurance Company lately started at Christchurch. Particulars appear in advertisement.	[14, 1019, 143, 1052]
column-4	[424, 36, 562, 1351]
news-paragraph: Mr Oakes, the well known contractor, who has failed in Wellington, declares his liabilities at £10,664; assets, £315.	[152, 36, 281, 60]
column-5	[562, 36, 700, 1351]
church-line: Evening Prayer, at Hawera, at 3.30 p.m.	[14, 271, 120, 278]
subscribers-heading: NOTICE TO SUBSCRIBERS.	[17, 652, 140, 661]
news-paragraph: The clerk was instructed to write to Mr Hamerton, as to leases of McCarthy and Rolleston.	[842, 502, 972, 527]
news-paragraph: President (McRae and Nicholson's), rich roan, was a fine upstanding horse, well proportioned, in first rate condition, and having good action, secured especially favorable comment.	[566, 233, 695, 266]
news-paragraph: Proposed by Mr Rhodes, seconded by Sherwood, and carried on division, "That this Board reconsider Mr Larsen's application as regards leasing Dorset Street, on condition that he complies with regulations made." Ayes 4, does 3.	[842, 80, 972, 130]
news-paragraph: A letter was read from Mr Kenah notifying inability to be present.	[290, 917, 419, 933]
news-paragraph: The ordinary monthly meeting of the Hawera Town Board was held on Monday, 1st October, at 7 p.m. All members present.	[704, 175, 833, 199]
church-line: Morning Prayer, at Manutahi, at 11.30 a.m.	[14, 250, 128, 257]
show-news-cont	[566, 36, 695, 483]
news-paragraph: Minutes of previous meeting read and confirmed.	[704, 630, 833, 646]
rm-court-before: (Before C. A. Wray, Esq., R.M., and Captain Wilson, J.P.)	[709, 357, 828, 373]
news-paragraph: The Secretary was instructed to make application to the Canterbury Education Board for plans and specifications for appliances for play grounds, such as swings, horizontal bar, &c.	[704, 842, 833, 883]
criminal-heading: Criminal.	[755, 541, 782, 548]
money-to-lend-signature: J. B. ROY,	[114, 434, 143, 442]
high-water-line: Friday—8.18 a.m. 9.12 p.m.	[14, 98, 89, 106]
news-paragraph: The attack made upon the Russian entrenched positions at Chairkioy and Chirnova, commanding the main road to Biela, was successfully repulsed.	[152, 991, 281, 1024]
news-paragraph: W. Aikman v Honi Pihama; claim, £18 12s 9d. Summons not served.	[704, 494, 833, 510]
column-6	[700, 36, 838, 1351]
news-paragraph: A general meeting of all cricketers will be held at the Albion Hotel, Carlyle, on Friday evening.	[14, 934, 143, 959]
parliamentary-heading: PARLIAMENTARY.	[291, 217, 418, 229]
news-paragraph: Minutes of previous meeting read and confirmed.	[290, 936, 419, 952]
news-paragraph: AN accident occurred on Monday, the 1st instant, which might have been attended with more serious consequences. The frame work of the Town Hall was being raised, the end was erected, stayed, and a portion of the side of the building had just been raised but not secured. A large number of helpers, in addition to the carpenters engaged on the building, were standing round the structure and assisting in various ways, when the wind rose suddenly and blew down the end framework. About half a dozen men were under it engaged in propping the side. They, of course, were obliged to let go their supports, and without a moments notice sprang between the joists for their lives, or, as in some cases, dropped to the ground. Owing to the extreme agility of this party of men none were injured. But the catastrophe did not end here. Being left without support the side frame fell immediately after the end one, upon those on the opposite side. The attention of the men had been momentarily diverted, by looking at the danger of their friends, and little thinking of their own danger, they let go of the frame. In this case two men were seriously injured. Mr J. Brooks had a very nasty blow on the head, and a thumb broken, whilst Mr Barney had received severe bruises on the legs and about the body.	[566, 511, 695, 748]
news-paragraph: The show, though good, is said to have been not quite up to last year's mark.	[566, 466, 695, 482]
news-paragraph: Lord Nelson, (McRae and Nicholson) the model pony, had a very showy appearance, he having been specially got up for the occasion, white suit, scarf, gold fringe facings, rosettes, blue stockings, bell topper, adorned with racing colours.	[566, 413, 695, 463]
news-paragraph: On Thursday evening last, as Mr Searling was passing Mr Byrne's saddlery shop, he observed a fire under the corner of the building. He immediately hurried and pulled out a large quantity of shavings which had evidently been placed there by a would-be incendiary. Fortunately no damage was done, but in a very short time the building would have been in a blaze, and there would have been no telling where it would have stopped, as the Bank of New Zealand building now in progress, would have been endangered, as also the Bank of New South Wales.	[566, 981, 695, 1090]
news-paragraph: Sergt. Cahill immediately despatched an orderly for Dr Cole, who was visiting a patient in the country, and after a three miles gallop, the Dr was upon the ground, and examined and attended to the injuries, which he pronounced as not dangerous.	[566, 751, 695, 801]
news-paragraph: Proposed by Mr Williams, and seconded by Mr Atkinson, "That Chester Street be closed between the sections leased by	[704, 1199, 833, 1224]
news-paragraph: H. Baker v G. Lynch; claim, £7 1s 6d. Judgment for plaintiff. Amount to be paid in two instalments—1st November and 1st December—or one month's imprisonment.	[704, 384, 833, 417]
disputed-contract-news	[842, 649, 972, 1315]
arrival-heading: ARRIVAL.	[63, 109, 94, 116]
news-paragraph: Notice of motion by Mr Bridge to be considered next meeting, That resolution passed 4th September, relating to opening of culvert near Mr Coutts' be rescinded.	[428, 899, 557, 932]
news-paragraph: Mr Fitzherbert briefly explained the facts of the case, and proceeded to call witnesses.	[842, 704, 972, 720]
sun-table-row	[14, 843, 143, 852]
news-paragraph: S. Dark deposed to being present during measurement of the work. The greatest depth was 5 feet 3 inches. There was no uniform grade.	[842, 1031, 972, 1055]
money-to-lend-signature-2: H. E. P. ADAMS,	[96, 499, 143, 507]
fellmongery-body: Wool Scoured at moderate prices, and stored free of charge until shipped.	[19, 609, 138, 625]
news-paragraph: Meeting adjourned to Monday, the 5th November.	[704, 897, 833, 913]
news-paragraph: The Czarewitch is receiving large reinforcements.	[152, 1027, 281, 1043]
news-paragraph: Proposed by Mr Furlong, seconded by Mr Baker, and carried, "That all footpaths in the town be ten foot wide."	[704, 230, 833, 254]
news-paragraph: A correspondent asks in sarcastic fashion something regarding travel and capitation allowance said to be due to members of Carlyle Rifle Volunteers. If such a matter, remains unsettled, the best plan would be for someone acting on behalf of the company to interview the chief officer.	[152, 409, 281, 468]
news-paragraph: Major Atkinson did not oppose this in the present instance, but thought it a very undesirable precedent.	[290, 642, 419, 667]
town-board-heading: TOWN BOARD.	[745, 165, 792, 173]
mass-heading: CELEBRATION OF MASS.	[22, 349, 135, 359]
fellmongery-body: Cash purchaser of Hides, Sheep Skins, Wool, and Tallow.	[18, 591, 139, 607]
subscribers-text: Subscriptions to the PATEA MAIL for the quarter ending 30th Sept., are now due, and Mr JOHN WHELAN will wait on Subscribers to collect same.	[14, 663, 143, 696]
